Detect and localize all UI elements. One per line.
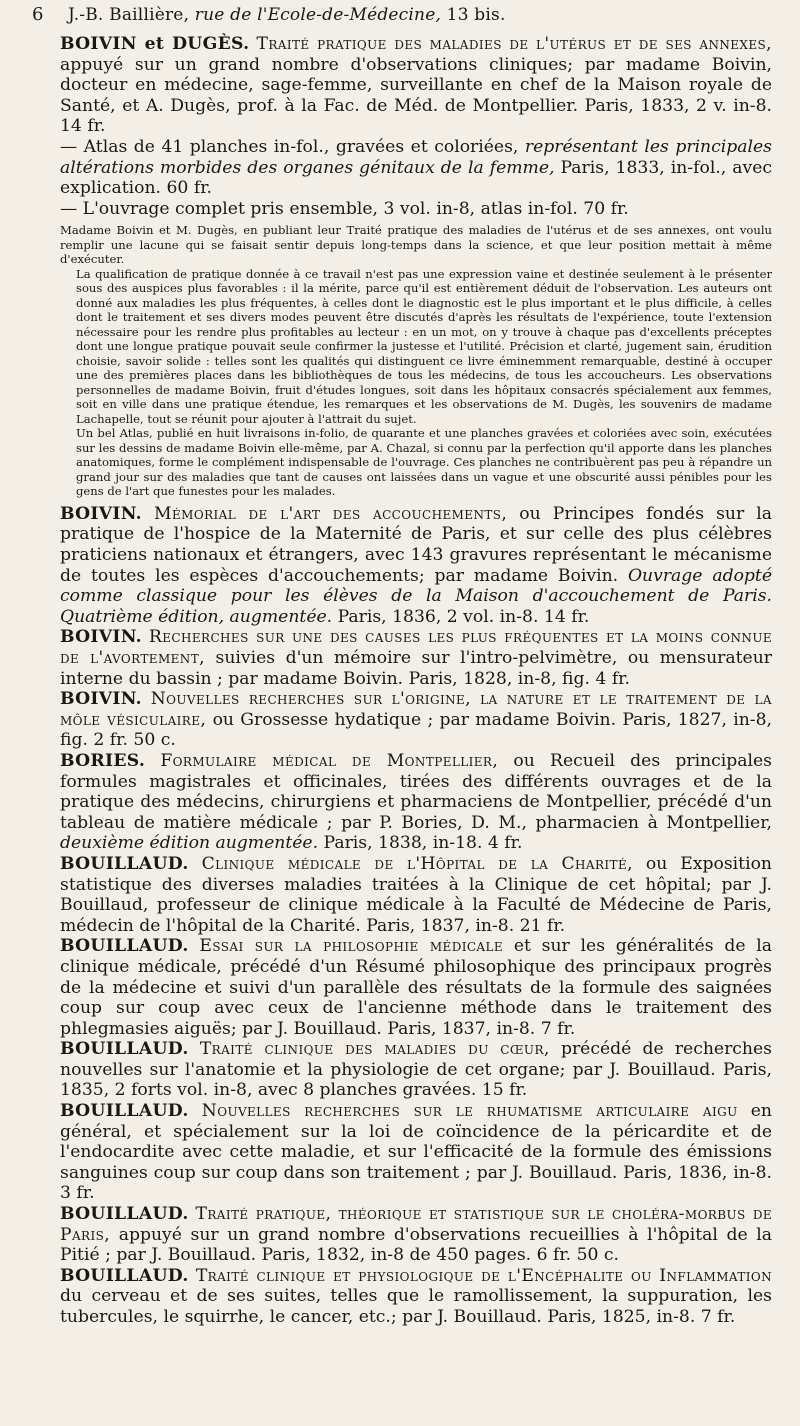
catalogue-entry	[60, 936, 772, 1039]
entry-body: et sur les généralités de la clinique médicale, précédé d'un Résumé philosophique des principaux progrès de la médecine et suivi d'un parallèle des résultats de la formule des saignées coup sur coup avec ceux de l'ancienne méthode dans le traitement des phlegmasies aiguës; par J. Bouillaud. Paris, 1837, in-8.	[60, 936, 773, 1039]
entry-complete-text: — L'ouvrage complet pris ensemble, 3 vol. in-8, atlas in-fol.	[60, 198, 578, 219]
entry-price: 6 fr. 50 c.	[536, 1245, 620, 1266]
entry-author: BOUILLAUD.	[60, 853, 189, 874]
entry-body: appuyé sur un grand nombre d'observations cliniques; par madame Boivin, docteur en médecine, sage-femme, surveillante en chef de la Maison royale de Santé, et A. Dugès, prof. à la Fac. de Méd. de Montpellier. Paris, 1833, 2 v. in-8.	[60, 54, 772, 116]
catalogue-entry	[60, 1266, 772, 1328]
entry-title: Recherches sur une des causes les plus fréquentes et la moins connue de l'avortement,	[60, 627, 773, 668]
note-paragraph: Madame Boivin et M. Dugès, en publiant leur Traité pratique des maladies de l'utérus et de ses annexes, ont voulu remplir une lacune qui se faisait sentir depuis long-temps dans la science, et que leur position mettait à même d'exécuter.	[60, 223, 772, 267]
entry-atlas-line	[60, 137, 772, 199]
entry-atlas-text: — Atlas de 41 planches in-fol., gravées et coloriées,	[60, 136, 525, 157]
entry-atlas-price: 60 fr.	[166, 178, 212, 199]
entry-body: ou Recueil des principales formules magistrales et officinales, tirées des différents ouvrages et de la pratique des médecins, chirurgiens et pharmaciens de Montpellier, précédé d'un tableau de matière médicale ; par P. Bories, D. M., pharmacien à Montpellier,	[60, 750, 773, 833]
entry-author: BOUILLAUD.	[60, 1101, 189, 1122]
entry-body: appuyé sur un grand nombre d'observations recueillies à l'hôpital de la Pitié ; par J. Bouillaud. Paris, 1832, in-8 de 450 pages.	[60, 1224, 773, 1266]
entry-title: Formulaire médical de Montpellier,	[160, 750, 499, 771]
entry-author: BOIVIN et DUGÈS.	[60, 34, 250, 54]
entry-price: 2 fr. 50 c.	[93, 730, 176, 751]
entry-title: Mémorial de l'art des accouchements,	[153, 503, 508, 524]
entry-price: 7 fr.	[540, 1018, 576, 1039]
entry-italic: Ouvrage adopté comme classique pour les élèves de la Maison d'accouchement de Paris. Quatrième édition, augmentée.	[60, 565, 772, 627]
entry-price: 3 fr.	[60, 1183, 95, 1204]
entry-price: 4 fr.	[595, 668, 630, 689]
entry-author: BOUILLAUD.	[60, 936, 189, 957]
note-paragraph: Un bel Atlas, publié en huit livraisons in-folio, de quarante et une planches gravées et coloriées avec soin, exécutées sur les dessins de madame Boivin elle-même, par A. Chazal, si connu par la perfection qu'il apporte dans les planches anatomiques, forme le complément indispensable de l'ouvrage. Ces planches ne contribuèrent pas peu à répandre un grand jour sur des maladies que tant de causes ont laissées dans un vague et une obscurité aussi pénibles pour les gens de l'art que funestes pour les malades.	[76, 426, 772, 499]
entry-author: BOUILLAUD.	[60, 1265, 189, 1286]
entry-title: Clinique médicale de l'Hôpital de la Charité,	[201, 853, 633, 874]
publisher-address-number: 13 bis.	[446, 5, 506, 25]
entry-price: 21 fr.	[519, 915, 566, 936]
entry-author: BOUILLAUD.	[60, 1204, 189, 1225]
entry-body: ou Principes fondés sur la pratique de l'hospice de la Maternité de Paris, et sur celle des plus célèbres praticiens nationaux et étrangers, avec 143 gravures représentant le mécanisme de toutes les espèces d'accouchements; par madame Boivin.	[60, 503, 772, 586]
entry-price: 15 fr.	[481, 1080, 528, 1101]
entry-title: Traité pratique des maladies de l'utérus et de ses annexes,	[256, 34, 773, 54]
entry-body: du cerveau et de ses suites, telles que le ramollissement, la suppuration, les tubercules, le squirrhe, le cancer, etc.; par J. Bouillaud. Paris, 1825, in-8.	[60, 1286, 772, 1327]
entry-complete-line	[60, 199, 772, 220]
catalogue-entry	[60, 854, 772, 936]
catalogue-entry	[60, 1204, 772, 1266]
catalogue-entry	[60, 1101, 772, 1204]
entry-body: ou Exposition statistique des diverses maladies traitées à la Clinique de cet hôpital; par J. Bouillaud, professeur de clinique médicale à la Faculté de Médecine de Paris, médecin de l'hôpital de la Charité. Paris, 1837, in-8.	[60, 853, 773, 936]
publisher-name: J.-B. Baillière,	[68, 5, 190, 25]
entry-author: BOUILLAUD.	[60, 1039, 189, 1060]
publisher-line	[68, 5, 506, 25]
entry-price: 4 fr.	[487, 833, 523, 854]
publisher-address: rue de l'Ecole-de-Médecine,	[194, 5, 442, 25]
entry-title: Traité clinique et physiologique de l'Encéphalite ou Inflammation	[195, 1265, 773, 1286]
entry-author: BOIVIN.	[60, 689, 142, 710]
running-head	[32, 4, 772, 34]
entry-title: Nouvelles recherches sur le rhumatisme articulaire aigu	[201, 1101, 738, 1122]
catalogue-entry	[60, 627, 772, 689]
entry-tail: Paris, 1838, in-18.	[323, 833, 483, 854]
entry-title: Nouvelles recherches sur l'origine, la nature et le traitement de la môle vésiculaire,	[60, 689, 772, 730]
entry-price: 14 fr.	[60, 116, 106, 137]
catalogue-entry	[60, 504, 772, 628]
entry-note	[60, 223, 772, 499]
entry-complete-price: 70 fr.	[583, 198, 629, 219]
entry-title: Traité pratique, théorique et statistique sur le choléra-morbus de Paris,	[60, 1204, 772, 1245]
entry-body: suivies d'un mémoire sur l'intro-pelvimètre, ou mensurateur interne du bassin ; par madame Boivin. Paris, 1828, in-8, fig.	[60, 648, 773, 689]
entry-atlas-tail: Paris, 1833, in-fol., avec explication.	[60, 157, 773, 199]
entry-price: 7 fr.	[700, 1307, 736, 1327]
entry-author: BOIVIN.	[60, 627, 142, 648]
entry-atlas-italic: représentant les principales altérations morbides des organes génitaux de la femme,	[60, 136, 772, 178]
entry-price: 14 fr.	[543, 606, 590, 627]
catalogue-entry	[60, 689, 772, 751]
entry-body: précédé de recherches nouvelles sur l'anatomie et la physiologie de cet organe; par J. Bouillaud. Paris, 1835, 2 forts vol. in-8, avec 8 planches gravées.	[60, 1039, 772, 1101]
note-paragraph: La qualification de pratique donnée à ce travail n'est pas une expression vaine et destinée seulement à le présenter sous des auspices plus favorables : il la mérite, parce qu'il est entièrement déduit de l'observation. Les auteurs ont donné aux maladies les plus fréquentes, à celles dont le diagnostic est le plus important et le plus difficile, à celles dont le traitement et ses divers modes peuvent être discutés d'après les résultats de l'expérience, toute l'extension nécessaire pour les rendre plus profitables au lecteur : en un mot, on y trouve à chaque pas d'excellents préceptes dont une longue pratique pouvait seule confirmer la justesse et l'utilité. Précision et clarté, jugement sain, érudition choisie, savoir solide : telles sont les qualités qui distinguent ce livre éminemment remarquable, destiné à occuper une des premières places dans les bibliothèques de tous les médecins, de tous les accoucheurs. Les observations personnelles de madame Boivin, fruit d'études longues, soit dans les hôpitaux consacrés spécialement aux femmes, soit en ville dans une pratique étendue, les remarques et les observations de M. Dugès, les souvenirs de madame Lachapelle, tout se réunit pour ajouter à l'attrait du sujet.	[76, 266, 772, 426]
entry-body: ou Grossesse hydatique ; par madame Boivin. Paris, 1827, in-8, fig.	[60, 709, 772, 751]
catalogue-entry	[60, 1039, 772, 1101]
catalogue-entry	[60, 34, 772, 137]
entry-title: Traité clinique des maladies du cœur,	[199, 1039, 550, 1060]
entry-body: en général, et spécialement sur la loi de coïncidence de la péricardite et de l'endocardite avec cette maladie, et sur l'efficacité de la formule des émissions sanguines coup sur coup dans son traitement ; par J. Bouillaud. Paris, 1836, in-8.	[60, 1101, 772, 1183]
entry-tail: Paris, 1836, 2 vol. in-8.	[337, 606, 539, 627]
page-number: 6	[32, 4, 44, 25]
entry-author: BORIES.	[60, 750, 146, 771]
entry-title: Essai sur la philosophie médicale	[199, 936, 504, 957]
entry-italic: deuxième édition augmentée.	[60, 833, 319, 854]
catalogue-entry	[60, 751, 772, 854]
entry-author: BOIVIN.	[60, 503, 142, 524]
